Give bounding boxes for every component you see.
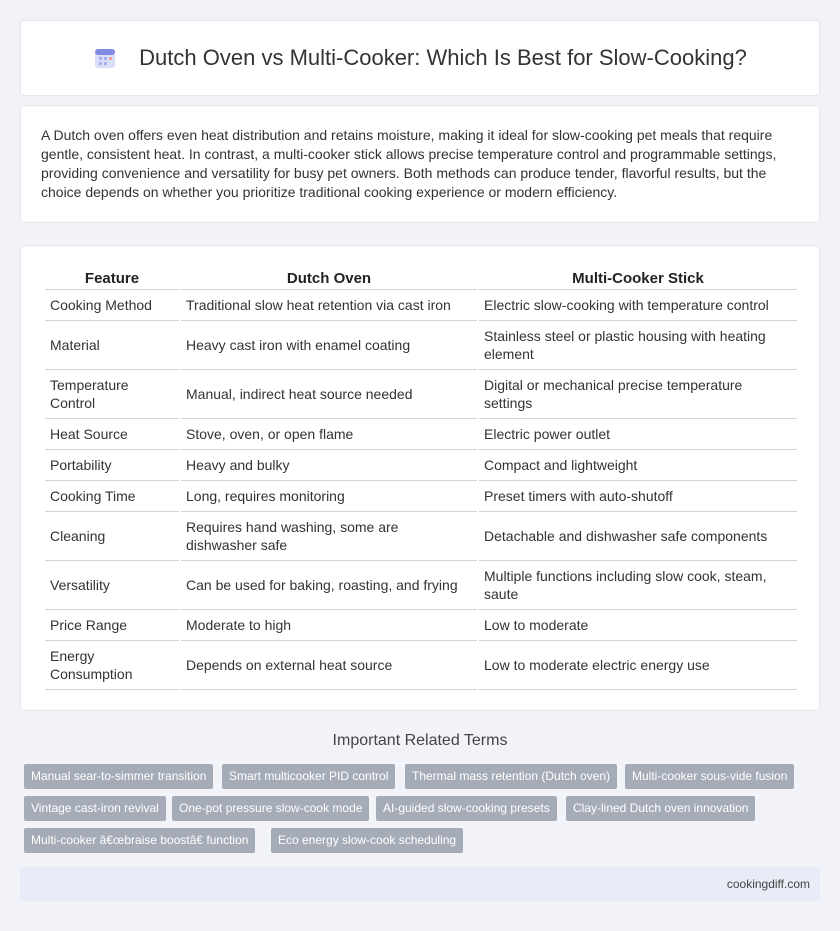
related-term-tag[interactable]: Vintage cast-iron revival (24, 796, 166, 821)
table-cell: Cleaning (45, 512, 179, 561)
calendar-icon (93, 46, 117, 70)
table-cell: Electric power outlet (479, 419, 797, 450)
related-term-tag[interactable]: Multi-cooker â€œbraise boostâ€ function (24, 828, 255, 853)
table-cell: Long, requires monitoring (181, 481, 477, 512)
table-cell: Material (45, 321, 179, 370)
table-cell: Manual, indirect heat source needed (181, 370, 477, 419)
table-cell: Depends on external heat source (181, 641, 477, 690)
related-term-tag[interactable]: Clay-lined Dutch oven innovation (566, 796, 755, 821)
related-term-tag[interactable]: Multi-cooker sous-vide fusion (625, 764, 794, 789)
table-cell: Energy Consumption (45, 641, 179, 690)
table-row (45, 290, 797, 321)
related-term-tag[interactable]: Smart multicooker PID control (222, 764, 395, 789)
table-cell: Heavy cast iron with enamel coating (181, 321, 477, 370)
table-cell: Stainless steel or plastic housing with heating element (479, 321, 797, 370)
page-title: Dutch Oven vs Multi-Cooker: Which Is Best for Slow-Cooking? (139, 45, 747, 70)
footer (20, 867, 820, 901)
footer-site-link[interactable]: cookingdiff.com (726, 877, 810, 891)
table-row (45, 450, 797, 481)
table-cell: Multiple functions including slow cook, steam, saute (479, 561, 797, 610)
related-term-tag[interactable]: Manual sear-to-simmer transition (24, 764, 213, 789)
intro-card (20, 105, 820, 223)
comparison-table (43, 264, 799, 690)
table-cell: Heavy and bulky (181, 450, 477, 481)
table-row (45, 370, 797, 419)
table-row (45, 561, 797, 610)
table-row (45, 419, 797, 450)
table-row (45, 512, 797, 561)
related-term-tag[interactable]: One-pot pressure slow-cook mode (172, 796, 369, 821)
table-cell: Preset timers with auto-shutoff (479, 481, 797, 512)
table-cell: Price Range (45, 610, 179, 641)
table-cell: Traditional slow heat retention via cast iron (181, 290, 477, 321)
related-term-tag[interactable]: Thermal mass retention (Dutch oven) (405, 764, 617, 789)
table-row (45, 610, 797, 641)
table-cell: Temperature Control (45, 370, 179, 419)
table-cell: Digital or mechanical precise temperature settings (479, 370, 797, 419)
table-cell: Requires hand washing, some are dishwasher safe (181, 512, 477, 561)
table-cell: Cooking Time (45, 481, 179, 512)
table-cell: Portability (45, 450, 179, 481)
related-term-tag[interactable]: AI-guided slow-cooking presets (376, 796, 557, 821)
table-cell: Versatility (45, 561, 179, 610)
table-cell: Stove, oven, or open flame (181, 419, 477, 450)
table-cell: Can be used for baking, roasting, and frying (181, 561, 477, 610)
table-row (45, 481, 797, 512)
table-cell: Low to moderate electric energy use (479, 641, 797, 690)
table-cell: Detachable and dishwasher safe components (479, 512, 797, 561)
table-cell: Compact and lightweight (479, 450, 797, 481)
related-terms-title: Important Related Terms (332, 732, 508, 749)
table-row (45, 641, 797, 690)
table-cell: Electric slow-cooking with temperature control (479, 290, 797, 321)
table-cell: Moderate to high (181, 610, 477, 641)
table-row (45, 321, 797, 370)
comparison-table-card (20, 245, 820, 711)
header-card (20, 20, 820, 96)
table-cell: Cooking Method (45, 290, 179, 321)
column-header: Feature (45, 264, 179, 290)
column-header: Dutch Oven (181, 264, 477, 290)
related-term-tag[interactable]: Eco energy slow-cook scheduling (271, 828, 463, 853)
column-header: Multi-Cooker Stick (479, 264, 797, 290)
table-cell: Heat Source (45, 419, 179, 450)
table-header-row (45, 264, 797, 290)
intro-text: A Dutch oven offers even heat distribution and retains moisture, making it ideal for slow-cooking pet meals that require gentle, consistent heat. In contrast, a multi-cooker stick allows precise temperature control and programmable settings, providing convenience and versatility for busy pet owners. Both methods can produce tender, flavorful results, but the choice depends on whether you prioritize traditional cooking experience or modern efficiency. (41, 127, 777, 200)
table-cell: Low to moderate (479, 610, 797, 641)
